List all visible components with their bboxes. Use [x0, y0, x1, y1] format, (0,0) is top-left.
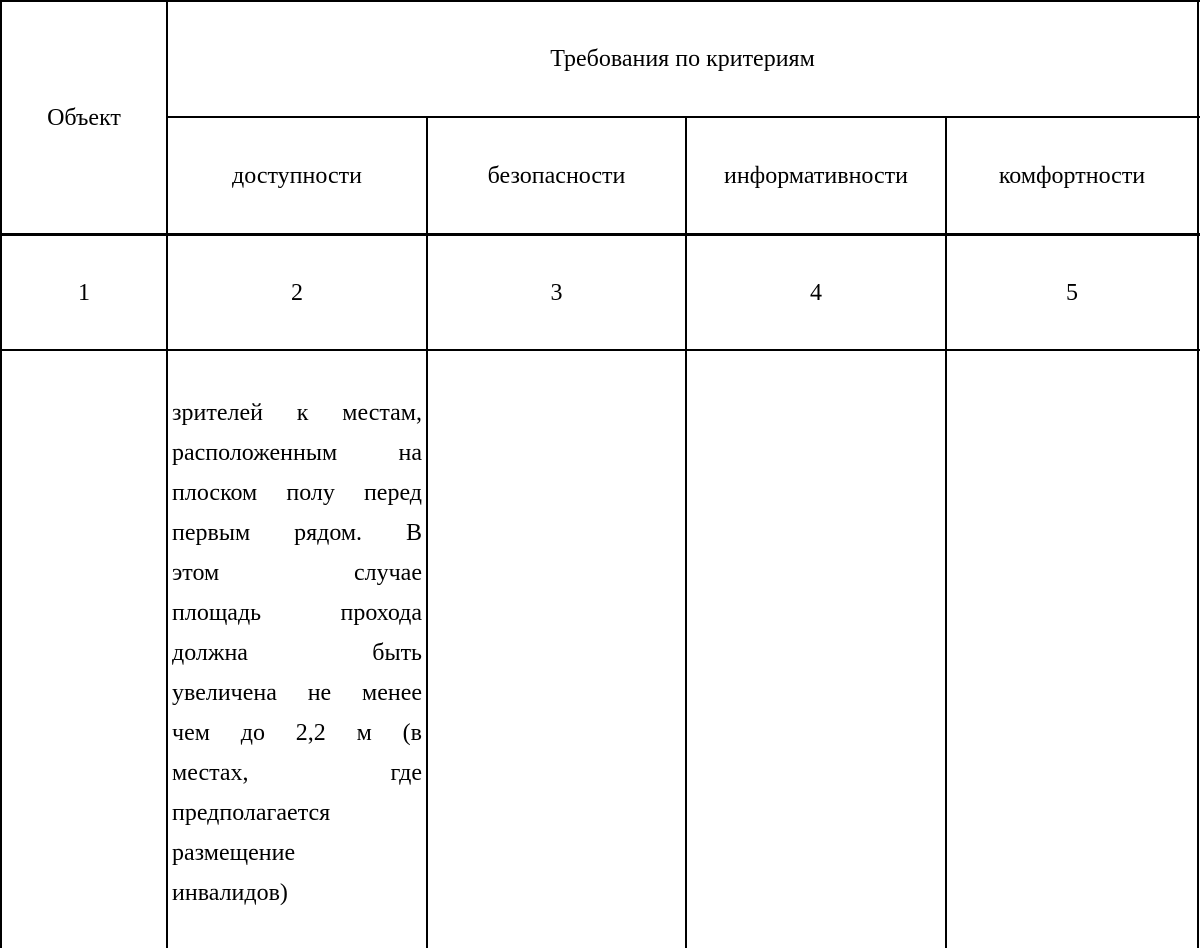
header-requirements: Требования по критериям [550, 46, 815, 72]
table-right-border [1197, 0, 1199, 948]
text-line: должна быть [172, 640, 422, 666]
header-criterion-safety: безопасности [487, 162, 626, 189]
header-criterion-informativeness: информативности [723, 162, 909, 189]
column-number-5: 5 [1066, 279, 1078, 306]
text-line: этом случае [172, 560, 422, 586]
column-number-1: 1 [78, 279, 90, 306]
text-line: увеличена не менее [172, 680, 422, 706]
column-number-2: 2 [291, 279, 303, 306]
text-line: первым рядом. В [172, 520, 422, 546]
text-line: зрителей к местам, [172, 400, 422, 426]
header-criterion-comfort: комфортности [998, 162, 1146, 189]
text-line: расположенным на [172, 440, 422, 466]
text-line: местах, где [172, 760, 422, 786]
text-line: площадь прохода [172, 600, 422, 626]
header-criterion-accessibility: доступности [232, 162, 362, 189]
column-number-4: 4 [810, 279, 822, 306]
text-line: плоском полу перед [172, 480, 422, 506]
text-line: предполагается [172, 800, 331, 826]
text-line: инвалидов) [172, 880, 288, 906]
number-row-bottom-border [0, 349, 1200, 351]
text-line: размещение [172, 840, 296, 866]
text-line: чем до 2,2 м (в [172, 720, 422, 746]
accessibility-requirement-text [172, 393, 422, 913]
column-number-3: 3 [550, 279, 563, 306]
header-object: Объект [47, 104, 121, 131]
